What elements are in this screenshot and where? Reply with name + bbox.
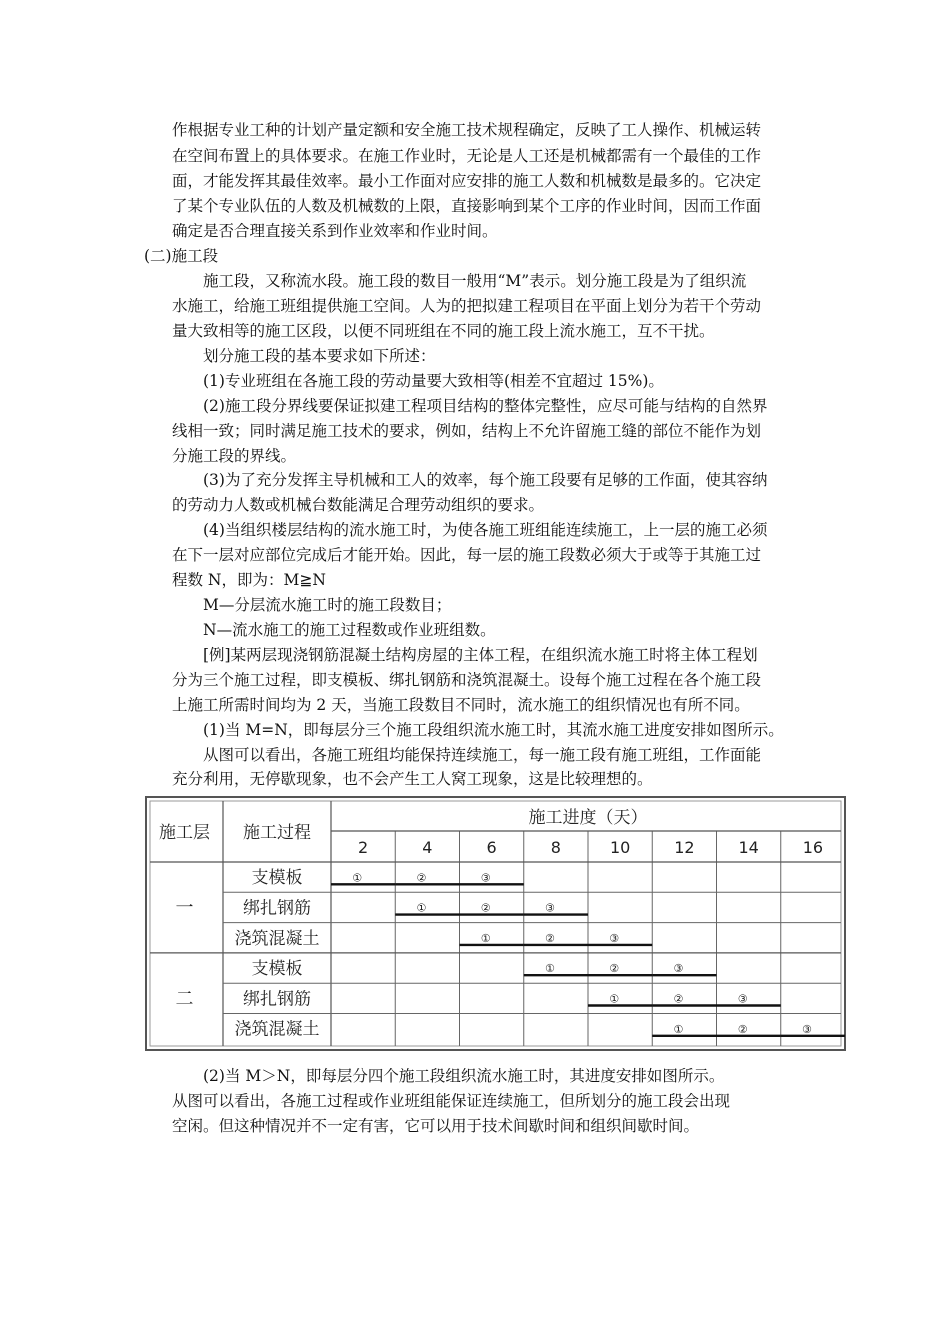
segment-label: ② (673, 992, 684, 1006)
segment-label: ① (673, 1022, 684, 1036)
body-line: 的劳动力人数或机械台数能满足合理劳动组织的要求。 (172, 496, 545, 514)
body-line: 上施工所需时间均为 2 天，当施工段数目不同时，流水施工的组织情况也有所不同。 (172, 696, 750, 714)
body-line: 程数 N，即为：M≧N (172, 571, 326, 589)
body-line: 从图可以看出，各施工班组均能保持连续施工，每一施工段有施工班组，工作面能 (203, 746, 762, 764)
day-tick-label: 16 (802, 838, 824, 857)
body-line: 在下一层对应部位完成后才能开始。因此，每一层的施工段数必须大于或等于其施工过 (172, 546, 762, 564)
segment-label: ① (544, 962, 555, 976)
body-line: (1)专业班组在各施工段的劳动量要大致相等(相差不宜超过 15%)。 (203, 372, 664, 390)
segment-label: ③ (673, 962, 684, 976)
process-label: 绑扎钢筋 (243, 898, 311, 919)
process-label: 支模板 (251, 959, 303, 980)
body-line: (2)当 M＞N，即每层分四个施工段组织流水施工时，其进度安排如图所示。 (203, 1067, 725, 1085)
body-line: 充分利用，无停歇现象，也不会产生工人窝工现象，这是比较理想的。 (172, 770, 653, 788)
body-line: N—流水施工的施工过程数或作业班组数。 (203, 621, 496, 639)
body-line: (1)当 M=N，即每层分三个施工段组织流水施工时，其流水施工进度安排如图所示。 (203, 721, 784, 739)
body-line: 线相一致；同时满足施工技术的要求，例如，结构上不允许留施工缝的部位不能作为划 (172, 422, 762, 440)
segment-label: ③ (737, 992, 748, 1006)
segment-label: ③ (801, 1022, 812, 1036)
header-layer: 施工层 (159, 823, 210, 843)
segment-label: ② (609, 962, 620, 976)
segment-label: ① (480, 931, 491, 945)
body-line: [例]某两层现浇钢筋混凝土结构房屋的主体工程，在组织流水施工时将主体工程划 (203, 646, 758, 664)
segment-label: ① (416, 901, 427, 915)
process-label: 浇筑混凝土 (234, 1019, 320, 1040)
day-tick-label: 12 (674, 838, 695, 857)
header-progress: 施工进度（天） (528, 808, 648, 828)
layer-label: 一 (175, 897, 194, 919)
body-line: 空闲。但这种情况并不一定有害，它可以用于技术间歇时间和组织间歇时间。 (172, 1117, 700, 1135)
body-line: 作根据专业工种的计划产量定额和安全施工技术规程确定，反映了工人操作、机械运转 (172, 121, 762, 139)
segment-label: ③ (480, 871, 491, 885)
day-tick-label: 2 (358, 838, 369, 857)
layer-label: 二 (175, 988, 194, 1010)
day-tick-label: 6 (486, 838, 497, 857)
segment-label: ③ (609, 931, 620, 945)
header-process: 施工过程 (243, 823, 311, 843)
segment-label: ① (609, 992, 620, 1006)
body-line: 了某个专业队伍的人数及机械数的上限，直接影响到某个工序的作业时间，因而工作面 (172, 197, 762, 215)
day-tick-label: 8 (550, 838, 561, 857)
body-line: (3)为了充分发挥主导机械和工人的效率，每个施工段要有足够的工作面，使其容纳 (203, 471, 768, 489)
body-line: 量大致相等的施工区段，以便不同班组在不同的施工段上流水施工，互不干扰。 (172, 322, 715, 340)
segment-label: ② (737, 1022, 748, 1036)
body-line: 分施工段的界线。 (172, 447, 297, 465)
process-label: 支模板 (251, 868, 303, 889)
body-line: M—分层流水施工时的施工段数目； (203, 596, 452, 614)
body-line: (4)当组织楼层结构的流水施工时，为使各施工班组能连续施工，上一层的施工必须 (203, 521, 768, 539)
body-line: 在空间布置上的具体要求。在施工作业时，无论是人工还是机械都需有一个最佳的工作 (172, 147, 762, 165)
day-tick-label: 14 (738, 838, 759, 857)
body-line: (2)施工段分界线要保证拟建工程项目结构的整体完整性，应尽可能与结构的自然界 (203, 397, 768, 415)
body-line: 面，才能发挥其最佳效率。最小工作面对应安排的施工人数和机械数是最多的。它决定 (172, 172, 762, 190)
day-tick-label: 4 (422, 838, 433, 857)
segment-label: ③ (544, 901, 555, 915)
body-line: 施工段，又称流水段。施工段的数目一般用“M”表示。划分施工段是为了组织流 (203, 272, 747, 290)
day-tick-label: 10 (609, 838, 631, 857)
segment-label: ② (480, 901, 491, 915)
segment-label: ② (416, 871, 427, 885)
segment-label: ② (544, 931, 555, 945)
body-line: 水施工，给施工班组提供施工空间。人为的把拟建工程项目在平面上划分为若干个劳动 (172, 297, 762, 315)
process-label: 绑扎钢筋 (243, 989, 311, 1010)
section-heading: (二)施工段 (144, 247, 219, 265)
process-label: 浇筑混凝土 (234, 928, 320, 949)
body-line: 分为三个施工过程，即支模板、绑扎钢筋和浇筑混凝土。设每个施工过程在各个施工段 (172, 671, 762, 689)
segment-label: ① (352, 871, 363, 885)
body-line: 划分施工段的基本要求如下所述： (203, 347, 436, 365)
body-line: 确定是否合理直接关系到作业效率和作业时间。 (172, 222, 498, 240)
body-line: 从图可以看出，各施工过程或作业班组能保证连续施工，但所划分的施工段会出现 (172, 1092, 731, 1110)
